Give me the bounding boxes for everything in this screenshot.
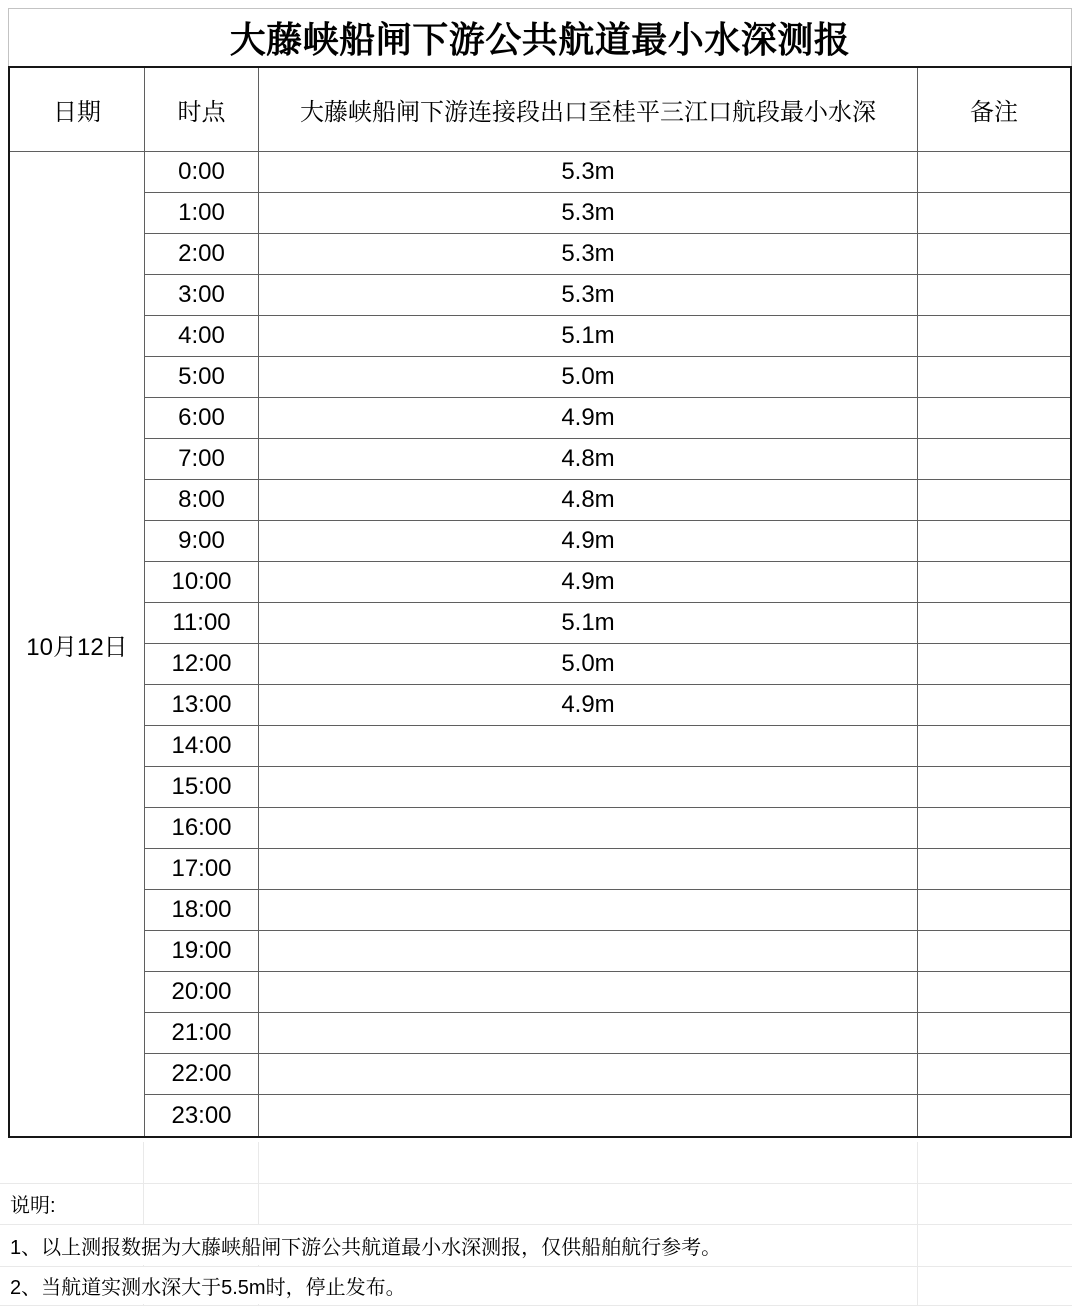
table-cell-depth — [259, 726, 918, 767]
table-cell-time: 3:00 — [145, 275, 259, 316]
table-cell-time: 22:00 — [145, 1054, 259, 1095]
table-cell-time: 10:00 — [145, 562, 259, 603]
table-cell-depth: 5.3m — [259, 152, 918, 193]
table-cell-depth — [259, 1095, 918, 1136]
table-cell-time: 5:00 — [145, 357, 259, 398]
header-remark: 备注 — [918, 68, 1070, 152]
table-cell-time: 17:00 — [145, 849, 259, 890]
table-cell-depth — [259, 972, 918, 1013]
report-title: 大藤峡船闸下游公共航道最小水深测报 — [229, 19, 851, 60]
table-cell-time: 2:00 — [145, 234, 259, 275]
table-cell-time: 8:00 — [145, 480, 259, 521]
table-cell-remark — [918, 972, 1070, 1013]
table-cell-depth: 5.3m — [259, 234, 918, 275]
table-cell-remark — [918, 767, 1070, 808]
table-cell-time: 1:00 — [145, 193, 259, 234]
table-cell-time: 14:00 — [145, 726, 259, 767]
table-cell-remark — [918, 398, 1070, 439]
date-cell: 10月12日 — [10, 152, 145, 1136]
table-cell-remark — [918, 1013, 1070, 1054]
table-cell-remark — [918, 521, 1070, 562]
header-date: 日期 — [10, 68, 145, 152]
table-cell-depth — [259, 931, 918, 972]
table-cell-remark — [918, 890, 1070, 931]
table-cell-depth: 4.8m — [259, 480, 918, 521]
table-cell-remark — [918, 439, 1070, 480]
table-cell-remark — [918, 316, 1070, 357]
notes-label: 说明: — [0, 1184, 66, 1223]
table-cell-remark — [918, 1095, 1070, 1136]
table-cell-time: 15:00 — [145, 767, 259, 808]
table-cell-depth — [259, 767, 918, 808]
note-item-1: 1、以上测报数据为大藤峡船闸下游公共航道最小水深测报，仅供船舶航行参考。 — [0, 1225, 731, 1265]
table-cell-remark — [918, 931, 1070, 972]
table-cell-depth: 5.0m — [259, 644, 918, 685]
table-cell-depth — [259, 890, 918, 931]
table-cell-depth: 4.9m — [259, 398, 918, 439]
table-cell-depth: 5.3m — [259, 275, 918, 316]
table-cell-remark — [918, 193, 1070, 234]
table-cell-time: 12:00 — [145, 644, 259, 685]
table-cell-remark — [918, 685, 1070, 726]
table-cell-time: 9:00 — [145, 521, 259, 562]
faint-gridline-h4 — [0, 1305, 1072, 1306]
table-cell-depth: 4.9m — [259, 562, 918, 603]
table-cell-time: 6:00 — [145, 398, 259, 439]
table-cell-remark — [918, 1054, 1070, 1095]
table-cell-time: 20:00 — [145, 972, 259, 1013]
table-cell-remark — [918, 275, 1070, 316]
table-cell-remark — [918, 603, 1070, 644]
table-cell-depth — [259, 849, 918, 890]
table-cell-remark — [918, 357, 1070, 398]
table-cell-time: 18:00 — [145, 890, 259, 931]
table-cell-time: 4:00 — [145, 316, 259, 357]
table-cell-time: 7:00 — [145, 439, 259, 480]
table-cell-time: 13:00 — [145, 685, 259, 726]
table-cell-depth: 4.9m — [259, 685, 918, 726]
table-cell-depth — [259, 1054, 918, 1095]
faint-gridline-v3 — [917, 1142, 918, 1305]
table-cell-remark — [918, 234, 1070, 275]
report-title-box — [8, 8, 1072, 66]
table-cell-depth — [259, 1013, 918, 1054]
table-cell-depth: 4.9m — [259, 521, 918, 562]
table-cell-depth: 5.1m — [259, 316, 918, 357]
table-cell-time: 16:00 — [145, 808, 259, 849]
table-cell-time: 21:00 — [145, 1013, 259, 1054]
note-item-2: 2、当航道实测水深大于5.5m时，停止发布。 — [0, 1267, 416, 1304]
table-cell-remark — [918, 808, 1070, 849]
table-cell-depth: 5.0m — [259, 357, 918, 398]
table-cell-remark — [918, 480, 1070, 521]
table-cell-depth: 4.8m — [259, 439, 918, 480]
table-cell-depth: 5.1m — [259, 603, 918, 644]
table-cell-time: 23:00 — [145, 1095, 259, 1136]
table-cell-remark — [918, 562, 1070, 603]
table-cell-remark — [918, 644, 1070, 685]
table-cell-time: 0:00 — [145, 152, 259, 193]
table-cell-time: 11:00 — [145, 603, 259, 644]
header-time: 时点 — [145, 68, 259, 152]
table-cell-time: 19:00 — [145, 931, 259, 972]
table-cell-remark — [918, 152, 1070, 193]
depth-table — [8, 66, 1072, 1138]
table-cell-depth: 5.3m — [259, 193, 918, 234]
table-cell-depth — [259, 808, 918, 849]
table-cell-remark — [918, 726, 1070, 767]
table-cell-remark — [918, 849, 1070, 890]
faint-gridline-h1 — [0, 1183, 1072, 1184]
header-depth: 大藤峡船闸下游连接段出口至桂平三江口航段最小水深 — [259, 68, 918, 152]
